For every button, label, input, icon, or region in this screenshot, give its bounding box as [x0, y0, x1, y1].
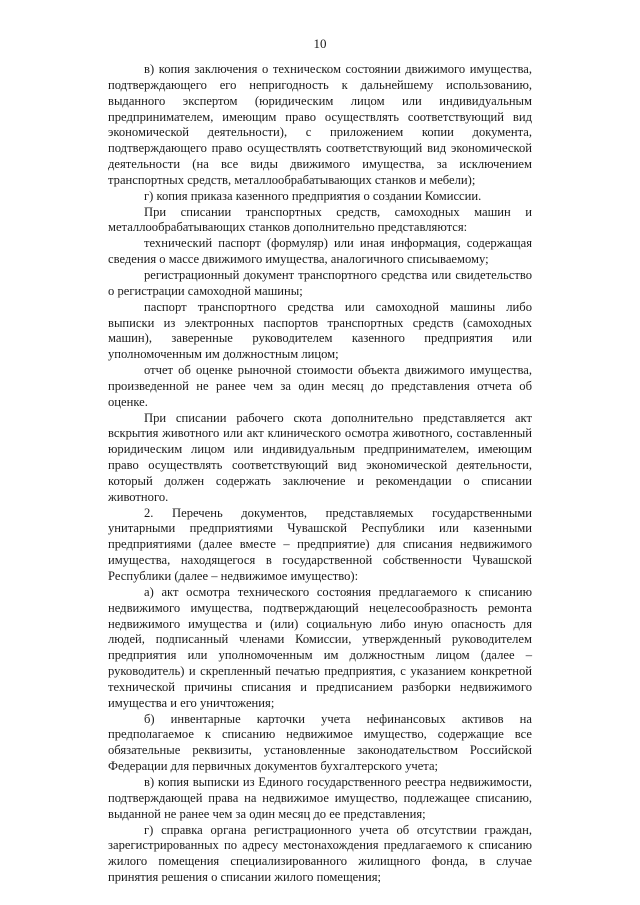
paragraph-a-inspection-act: а) акт осмотра технического состояния предлагаемого к списанию недвижимого имущества, подтверждающий нецелесообразность ремонта недвижимого имущества и (или) социальную либо иную опасность для людей, подписанный членами Комиссии, утвержденный руководителем предприятия или уполномоченным им должностным лицом (далее – руководитель) и скрепленный печатью предприятия, с указанием конкретной технической причины списания и предписанием разборки недвижимого имущества и его уничтожения;	[108, 584, 532, 710]
paragraph-v-expert-conclusion: в) копия заключения о техническом состоянии движимого имущества, подтверждающего его непригодность к дальнейшему использованию, выданного экспертом (юридическим лицом или индивидуальным предпринимателем, имеющим право осуществлять соответствующий вид экономической деятельности), с приложением копии документа, подтверждающего право осуществлять соответствующий вид экономической деятельности (на все виды движимого имущества, за исключением транспортных средств, металлообрабатывающих станков и мебели);	[108, 62, 532, 187]
paragraph-section-2-real-estate: 2. Перечень документов, представляемых государственными унитарными предприятиями Чувашской Республики или казенными предприятиями (далее вместе – предприятие) для списания недвижимого имущества, находящегося в государственной собственности Чувашской Республики (далее – недвижимое имущество):	[108, 505, 532, 583]
paragraph-technical-passport: технический паспорт (формуляр) или иная информация, содержащая сведения о массе движимого имущества, аналогичного списываемому;	[108, 236, 532, 267]
document-body	[108, 62, 532, 886]
paragraph-v-registry-extract: в) копия выписки из Единого государственного реестра недвижимости, подтверждающей права на недвижимое имущество, подлежащее списанию, выданной не ранее чем за один месяц до ее представления;	[108, 774, 532, 821]
page-number: 10	[313, 36, 327, 51]
paragraph-valuation-report: отчет об оценке рыночной стоимости объекта движимого имущества, произведенной не ранее чем за один месяц до представления отчета об оценке.	[108, 363, 532, 409]
paragraph-registration-document: регистрационный документ транспортного средства или свидетельство о регистрации самоходной машины;	[108, 267, 532, 298]
paragraph-livestock: При списании рабочего скота дополнительно представляется акт вскрытия животного или акт клинического осмотра животного, составленный юридическим лицом или индивидуальным предпринимателем, имеющим право осуществлять соответствующий вид экономической деятельности, который должен содержать заключение и рекомендации о списании животного.	[108, 410, 532, 504]
paragraph-b-inventory-cards: б) инвентарные карточки учета нефинансовых активов на предполагаемое к списанию недвижимое имущество, содержащие все обязательные реквизиты, установленные законодательством Российской Федерации для первичных документов бухгалтерского учета;	[108, 711, 532, 774]
paragraph-vehicles-intro: При списании транспортных средств, самоходных машин и металлообрабатывающих станков дополнительно представляются:	[108, 204, 532, 235]
paragraph-g-commission-order: г) копия приказа казенного предприятия о создании Комиссии.	[144, 188, 482, 203]
paragraph-g-registration-certificate: г) справка органа регистрационного учета об отсутствии граждан, зарегистрированных по адресу местонахождения предлагаемого к списанию жилого помещения специализированного жилищного фонда, в случае принятия решения о списании жилого помещения;	[108, 822, 532, 885]
paragraph-vehicle-passport: паспорт транспортного средства или самоходной машины либо выписки из электронных паспортов транспортных средств (самоходных машин), заверенные руководителем казенного предприятия или уполномоченным им должностным лицом;	[108, 299, 532, 362]
